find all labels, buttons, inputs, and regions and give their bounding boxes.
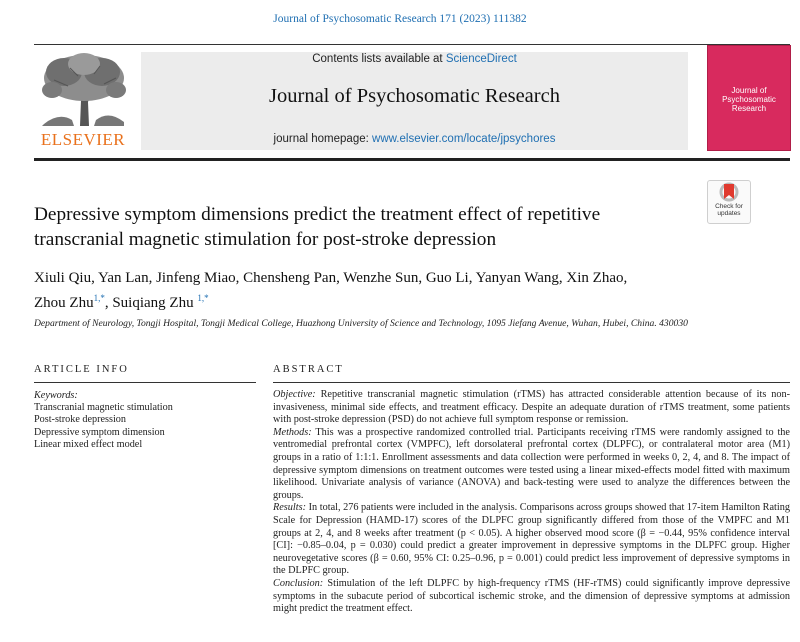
keywords-section xyxy=(34,390,256,451)
objective-text: Repetitive transcranial magnetic stimulation (rTMS) has attracted considerable attention because of its non-invasiveness, minimal side effects, and treatment efficacy. Despite an adequate duration of rTMS treatment, some patients with post-stroke depression (PSD) do not achieve full symptom response or remission. xyxy=(273,389,790,426)
cover-title: Journal of Psychosomatic Research xyxy=(722,86,776,113)
publisher-name: ELSEVIER xyxy=(40,130,126,149)
homepage-line xyxy=(141,133,688,145)
journal-citation-link[interactable]: Journal of Psychosomatic Research 171 (2023) 111382 xyxy=(273,13,527,25)
check-for-updates-button[interactable] xyxy=(707,180,751,224)
sciencedirect-link[interactable]: ScienceDirect xyxy=(445,53,517,65)
author-separator: , xyxy=(104,295,113,311)
journal-cover-thumbnail[interactable] xyxy=(707,45,791,151)
homepage-prefix: journal homepage: xyxy=(273,133,373,145)
methods-text: This was a prospective randomized controlled trial. Participants receiving rTMS were randomly assigned to the ventromedial prefrontal cortex (VMPFC), left dorsolateral prefrontal cortex (DLPFC), or contralateral motor area (M1) groups in a ratio of 1:1:1. Enrollment assessments and data collection were performed in weeks 0, 2, 4, and 8. The impact of depressive symptom dimensions on treatment outcomes were tested using a linear mixed-effects model fitted with maximum likelihood. Univariate analysis of variance (ANOVA) and back-testing were used to analyze the differences between the groups. xyxy=(273,426,790,501)
author-list xyxy=(34,268,754,313)
affiliation: Department of Neurology, Tongji Hospital, Tongji Medical College, Huazhong University of Science and Technology, 1095 Jiefang Avenue, Wuhan, Hubei, China. 430030 xyxy=(34,318,688,329)
abstract-body xyxy=(273,389,790,616)
methods-label: Methods: xyxy=(273,426,312,438)
contents-line xyxy=(141,53,688,65)
keyword-item: Post-stroke depression xyxy=(34,414,126,426)
keyword-item: Depressive symptom dimension xyxy=(34,426,165,438)
abstract-methods xyxy=(273,427,790,503)
article-info-rule xyxy=(34,382,256,383)
conclusion-label: Conclusion: xyxy=(273,577,324,589)
elsevier-logo[interactable] xyxy=(34,50,132,152)
header-bottom-rule xyxy=(34,158,790,161)
authors-line-1: Xiuli Qiu, Yan Lan, Jinfeng Miao, Chensheng Pan, Wenzhe Sun, Guo Li, Yanyan Wang, Xin Zhao, xyxy=(34,270,628,286)
article-title: Depressive symptom dimensions predict the treatment effect of repetitive transcranial magnetic stimulation for post-stroke depression xyxy=(34,204,601,250)
results-text: In total, 276 patients were included in the analysis. Comparisons across groups showed that 17-item Hamilton Rating Scale for Depression (HAMD-17) scores of the DLPFC group significantly differed from those of the VMPFC and M1 groups at 2, 4, and 8 weeks after treatment (p < 0.05). A higher observed mood score (β = −0.44, 95% confidence interval [CI]: −0.85–0.04, p = 0.030) could predict a greater improvement in depressive symptoms in the DLPFC group. Higher neurovegetative scores (β = 0.60, 95% CI: 0.25–0.96, p = 0.001) could predict less improvement of depressive symptoms in the DLPFC group. xyxy=(273,502,790,577)
keyword-item: Linear mixed effect model xyxy=(34,438,143,450)
abstract-conclusion xyxy=(273,578,790,616)
objective-label: Objective: xyxy=(273,389,316,400)
header-top-rule xyxy=(34,44,790,45)
abstract-heading: ABSTRACT xyxy=(273,364,344,375)
author-suiqiang-zhu-affiliation-mark[interactable]: 1,* xyxy=(197,293,209,303)
journal-name: Journal of Psychosomatic Research xyxy=(269,85,560,107)
keywords-label: Keywords: xyxy=(34,390,78,401)
author-zhou-zhu[interactable]: Zhou Zhu xyxy=(34,295,94,311)
check-for-updates-label: Check for updates xyxy=(715,203,743,217)
keyword-item: Transcranial magnetic stimulation xyxy=(34,402,173,414)
author-zhou-zhu-affiliation-mark[interactable]: 1,* xyxy=(93,293,105,303)
article-info-heading: ARTICLE INFO xyxy=(34,364,129,375)
abstract-objective xyxy=(273,389,790,427)
abstract-results xyxy=(273,502,790,578)
abstract-rule xyxy=(273,382,790,383)
author-suiqiang-zhu[interactable]: Suiqiang Zhu xyxy=(112,295,194,311)
journal-header-box xyxy=(141,52,688,150)
tree-icon xyxy=(34,50,132,128)
results-label: Results: xyxy=(273,502,307,514)
journal-homepage-link[interactable]: www.elsevier.com/locate/jpsychores xyxy=(372,133,556,145)
bookmark-icon xyxy=(708,181,750,203)
conclusion-text: Stimulation of the left DLPFC by high-frequency rTMS (HF-rTMS) could significantly improve depressive symptoms in the subacute period of subcortical ischemic stroke, and the dimension of depressive symptoms at admission might predict the treatment effect. xyxy=(273,577,790,615)
contents-prefix: Contents lists available at xyxy=(312,53,446,65)
